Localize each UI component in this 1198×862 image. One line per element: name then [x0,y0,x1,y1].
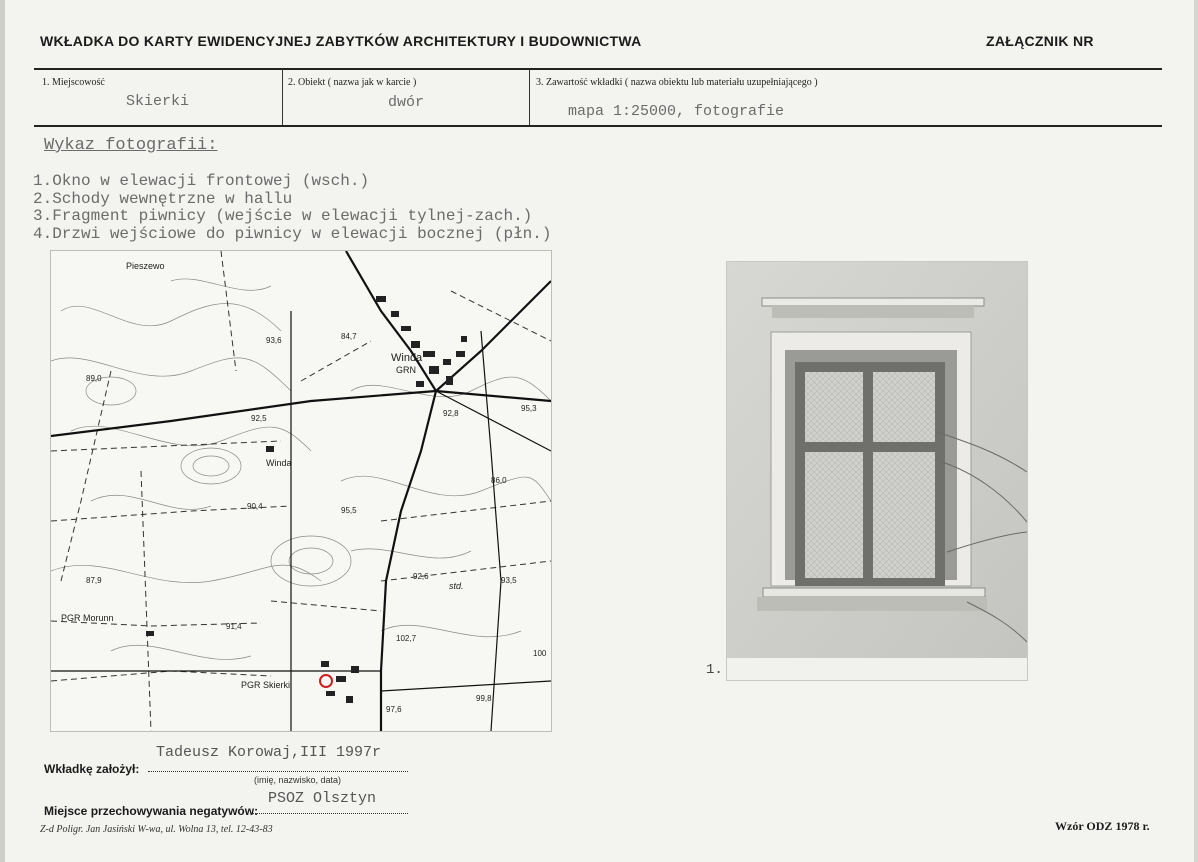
photo-list-title: Wykaz fotografii: [44,136,218,155]
map-contours [51,279,551,660]
object-label: 2. Obiekt ( nazwa jak w karcie ) [288,77,417,88]
field-divider-1 [282,69,283,125]
map-elevation: 102,7 [396,634,417,643]
field-divider-2 [529,69,530,125]
negatives-dotted-line [252,813,408,814]
annex-label: ZAŁĄCZNIK NR [986,33,1094,49]
map-label-winda-small: Winda [266,458,292,468]
card-right-edge [1194,0,1198,862]
author-dotted-line [148,771,408,772]
map-elevation: 90,4 [247,502,263,511]
fields-top-rule [34,68,1162,70]
map-elevation: 87,9 [86,576,102,585]
object-value: dwór [388,94,425,111]
author-value: Tadeusz Korowaj,III 1997r [156,744,382,761]
negatives-value: PSOZ Olsztyn [268,790,377,807]
photo-number: 1. [706,662,723,678]
map-elevation: 92,6 [413,572,429,581]
photo-list-item: 4.Drzwi wejściowe do piwnicy w elewacji bocznej (płn.) [33,225,552,243]
photo-list-item: 3.Fragment piwnicy (wejście w elewacji tylnej-zach.) [33,207,533,225]
negatives-label: Miejsce przechowywania negatywów: [44,804,259,818]
map-elevation: 95,3 [521,404,537,413]
form-model: Wzór ODZ 1978 r. [1055,819,1150,833]
map-main-roads [51,251,551,731]
map-label-grn: GRN [396,365,416,375]
photo-list-item: 2.Schody wewnętrzne w hallu [33,190,293,208]
topographic-map [50,250,552,732]
map-label-pieszewo: Pieszewo [126,261,165,271]
author-caption: (imię, nazwisko, data) [254,775,342,785]
map-elevation: 89,0 [86,374,102,383]
map-elevation: 91,4 [226,622,242,631]
map-label-winda: Winda [391,352,423,364]
locality-label: 1. Miejscowość [42,77,105,88]
map-elevation: 93,6 [266,336,282,345]
printer-imprint: Z-d Poligr. Jan Jasiński W-wa, ul. Wolna 13, tel. 12-43-83 [40,824,273,835]
content-value: mapa 1:25000, fotografie [568,103,785,120]
map-elevation: 93,5 [501,576,517,585]
map-minor-roads [51,311,551,731]
map-elevation: 92,5 [251,414,267,423]
author-label: Wkładkę założył: [44,762,140,776]
object-location-marker [320,675,332,687]
map-dashed-roads [51,251,551,731]
window-photograph [727,262,1027,680]
map-elevation: 92,8 [443,409,459,418]
form-title: WKŁADKA DO KARTY EWIDENCYJNEJ ZABYTKÓW ARCHITEKTURY I BUDOWNICTWA [40,33,642,49]
map-drawing [51,251,551,731]
map-elevation: 95,5 [341,506,357,515]
map-elevation: 97,6 [386,705,402,714]
locality-value: Skierki [126,93,190,110]
map-elevation: 99,8 [476,694,492,703]
photo-list-item: 1.Okno w elewacji frontowej (wsch.) [33,172,370,190]
map-elevation: 86,0 [491,476,507,485]
card-left-edge [0,0,5,862]
map-elevation: 84,7 [341,332,357,341]
map-label-pgr-morunn: PGR Morunn [61,613,114,623]
map-label-pgr-skierki: PGR Skierki [241,680,291,690]
window-photo-drawing [727,262,1027,680]
map-elevation: 100 [533,649,547,658]
map-label-std: std. [449,581,464,591]
fields-bottom-rule [34,125,1162,127]
content-label: 3. Zawartość wkładki ( nazwa obiektu lub materiału uzupełniającego ) [536,77,818,88]
